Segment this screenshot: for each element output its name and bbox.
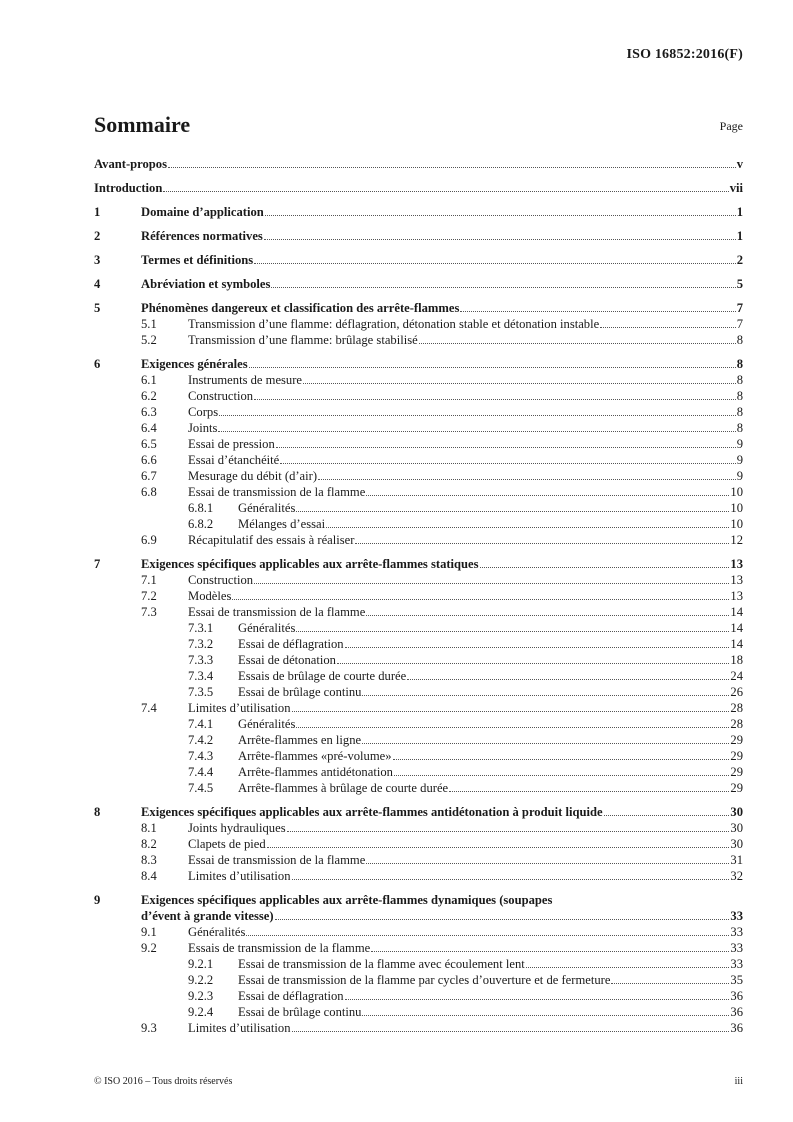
dot-leader xyxy=(407,679,729,680)
toc-entry-page: 29 xyxy=(730,733,743,747)
toc-entry-title: Généralités xyxy=(238,501,296,515)
toc-entry[interactable] xyxy=(94,956,743,972)
dot-leader xyxy=(246,935,729,936)
dot-leader xyxy=(345,999,730,1000)
toc-entry-title: Essai de pression xyxy=(188,437,275,451)
toc-entry[interactable] xyxy=(94,500,743,516)
toc-entry-page: 35 xyxy=(730,973,743,987)
toc-entry-page: 7 xyxy=(736,317,743,331)
toc-entry-page: 28 xyxy=(730,717,743,731)
dot-leader xyxy=(371,951,729,952)
toc-entry-number: 6.4 xyxy=(141,421,157,435)
toc-entry-title: Abréviation et symboles xyxy=(141,277,271,291)
toc-entry-number: 9.3 xyxy=(141,1021,157,1035)
toc-entry[interactable] xyxy=(94,804,743,820)
toc-entry[interactable] xyxy=(94,732,743,748)
toc-entry-page: 8 xyxy=(736,389,743,403)
toc-entry-number: 7.4.3 xyxy=(188,749,214,763)
toc-entry[interactable] xyxy=(94,588,743,604)
toc-entry-title: Généralités xyxy=(188,925,246,939)
toc-entry-number: 6.3 xyxy=(141,405,157,419)
toc-entry[interactable] xyxy=(94,748,743,764)
dot-leader xyxy=(366,615,729,616)
toc-entry-number: 6.2 xyxy=(141,389,157,403)
toc-entry-page: 26 xyxy=(730,685,743,699)
toc-entry-page: 9 xyxy=(736,453,743,467)
toc-entry-number: 7.3.2 xyxy=(188,637,214,651)
toc-entry-page: 31 xyxy=(730,853,743,867)
toc-entry-page: 24 xyxy=(730,669,743,683)
toc-entry[interactable] xyxy=(94,436,743,452)
toc-entry-title: Joints xyxy=(188,421,218,435)
toc-entry[interactable] xyxy=(94,764,743,780)
toc-entry-title: Joints hydrauliques xyxy=(188,821,286,835)
toc-entry[interactable] xyxy=(94,836,743,852)
dot-leader xyxy=(296,727,729,728)
dot-leader xyxy=(292,879,730,880)
dot-leader xyxy=(254,263,736,264)
toc-entry[interactable] xyxy=(94,820,743,836)
toc-entry-page: 10 xyxy=(730,501,743,515)
toc-entry-number: 7.4.5 xyxy=(188,781,214,795)
toc-entry-number: 6.5 xyxy=(141,437,157,451)
toc-entry-page: 29 xyxy=(730,749,743,763)
toc-entry-number: 6.9 xyxy=(141,533,157,547)
toc-entry-number: 3 xyxy=(94,253,101,267)
toc-entry-number: 6.6 xyxy=(141,453,157,467)
dot-leader xyxy=(362,695,729,696)
toc-entry[interactable] xyxy=(94,300,743,316)
toc-entry[interactable] xyxy=(94,620,743,636)
dot-leader xyxy=(362,1015,729,1016)
dot-leader xyxy=(292,1031,730,1032)
toc-entry-page: 13 xyxy=(730,573,743,587)
dot-leader xyxy=(163,191,728,192)
toc-entry-number: 7.4.2 xyxy=(188,733,214,747)
toc-entry[interactable] xyxy=(94,276,743,292)
dot-leader xyxy=(362,743,729,744)
toc-entry[interactable] xyxy=(94,556,743,572)
toc-entry[interactable] xyxy=(94,668,743,684)
toc-entry-number: 8.3 xyxy=(141,853,157,867)
toc-entry-number: 8.4 xyxy=(141,869,157,883)
toc-entry[interactable] xyxy=(94,572,743,588)
toc-entry[interactable] xyxy=(94,404,743,420)
toc-entry-title: Arrête-flammes à brûlage de courte durée xyxy=(238,781,449,795)
toc-entry-page: 8 xyxy=(736,421,743,435)
toc-entry-title: Essai d’étanchéité xyxy=(188,453,280,467)
toc-entry-page: 29 xyxy=(730,765,743,779)
toc-entry[interactable] xyxy=(94,636,743,652)
toc-entry[interactable] xyxy=(94,988,743,1004)
toc-entry-page: 36 xyxy=(730,989,743,1003)
dot-leader xyxy=(611,983,729,984)
toc-entry[interactable] xyxy=(94,972,743,988)
toc-entry-number: 8 xyxy=(94,805,101,819)
toc-entry[interactable] xyxy=(94,156,743,172)
toc-entry-title: Corps xyxy=(188,405,219,419)
toc-entry[interactable] xyxy=(94,532,743,548)
toc-entry-title: Transmission d’une flamme: déflagration, détonation stable et détonation instable xyxy=(188,317,600,331)
toc-entry-page: 1 xyxy=(736,205,743,219)
toc-entry[interactable] xyxy=(94,700,743,716)
toc-entry-page: 30 xyxy=(730,821,743,835)
toc-entry-number: 7.2 xyxy=(141,589,157,603)
dot-leader xyxy=(218,431,735,432)
toc-entry-title: Récapitulatif des essais à réaliser xyxy=(188,533,355,547)
toc-entry-page: 33 xyxy=(730,941,743,955)
toc-entry-title: Phénomènes dangereux et classification des arrête-flammes xyxy=(141,301,460,315)
toc-entry-page: 30 xyxy=(730,805,743,819)
toc-entry[interactable] xyxy=(94,372,743,388)
toc-entry-title: Avant-propos xyxy=(94,157,168,171)
toc-entry[interactable] xyxy=(94,180,743,196)
dot-leader xyxy=(303,383,736,384)
toc-entry-page: 33 xyxy=(730,925,743,939)
toc-entry[interactable] xyxy=(94,484,743,500)
toc-entry-title: Essai de détonation xyxy=(238,653,336,667)
toc-entry-number: 8.1 xyxy=(141,821,157,835)
dot-leader xyxy=(318,479,736,480)
toc-entry-page: 9 xyxy=(736,469,743,483)
toc-entry-title: Termes et définitions xyxy=(141,253,254,267)
toc-entry-page: 33 xyxy=(730,957,743,971)
toc-entry-title: Limites d’utilisation xyxy=(188,1021,291,1035)
dot-leader xyxy=(264,239,736,240)
toc-entry-page: vii xyxy=(729,181,743,195)
dot-leader xyxy=(267,847,730,848)
toc-entry-title: Essai de transmission de la flamme xyxy=(188,605,366,619)
toc-entry-title: Introduction xyxy=(94,181,163,195)
toc-entry-page: 14 xyxy=(730,637,743,651)
toc-entry-page: 33 xyxy=(730,909,743,923)
toc-entry-page: 36 xyxy=(730,1021,743,1035)
dot-leader xyxy=(604,815,730,816)
toc-entry-page: 30 xyxy=(730,837,743,851)
toc-entry-title: Exigences spécifiques applicables aux arrête-flammes antidétonation à produit liquide xyxy=(141,805,603,819)
toc-entry[interactable] xyxy=(94,468,743,484)
toc-entry-number: 6 xyxy=(94,357,101,371)
toc-entry-number: 7.4 xyxy=(141,701,157,715)
toc-entry[interactable] xyxy=(94,604,743,620)
toc-entry-number: 6.8.2 xyxy=(188,517,214,531)
dot-leader xyxy=(460,311,735,312)
toc-entry-number: 9.2.3 xyxy=(188,989,214,1003)
toc-entry-title: Arrête-flammes en ligne xyxy=(238,733,362,747)
toc-entry[interactable] xyxy=(94,716,743,732)
toc-entry-title: Transmission d’une flamme: brûlage stabilisé xyxy=(188,333,418,347)
toc-entry-number: 5.2 xyxy=(141,333,157,347)
toc-entry-number: 9.1 xyxy=(141,925,157,939)
toc-entry-title: Construction xyxy=(188,389,254,403)
toc-entry-title: Références normatives xyxy=(141,229,263,243)
toc-entry[interactable] xyxy=(94,228,743,244)
toc-entry-number: 7.1 xyxy=(141,573,157,587)
toc-entry-page: 13 xyxy=(730,557,743,571)
toc-entry-number: 7.3.4 xyxy=(188,669,214,683)
toc-entry-page: 29 xyxy=(730,781,743,795)
toc-entry[interactable] xyxy=(94,316,743,332)
toc-entry[interactable] xyxy=(94,452,743,468)
toc-entry[interactable] xyxy=(94,908,743,924)
dot-leader xyxy=(276,447,736,448)
toc-entry-page: 10 xyxy=(730,517,743,531)
toc-entry-page: 8 xyxy=(736,373,743,387)
toc-entry-title: Généralités xyxy=(238,717,296,731)
toc-entry[interactable] xyxy=(94,892,743,908)
toc-entry-number: 4 xyxy=(94,277,101,291)
page-column-label: Page xyxy=(719,119,743,133)
toc-entry-page: 10 xyxy=(730,485,743,499)
toc-entry-title: Généralités xyxy=(238,621,296,635)
toc-entry-title: Essai de transmission de la flamme par cycles d’ouverture et de fermeture xyxy=(238,973,611,987)
dot-leader xyxy=(355,543,729,544)
toc-entry-number: 8.2 xyxy=(141,837,157,851)
toc-entry[interactable] xyxy=(94,780,743,796)
table-of-contents xyxy=(94,156,743,1036)
dot-leader xyxy=(292,711,730,712)
toc-entry-number: 7.3.5 xyxy=(188,685,214,699)
document-id: ISO 16852:2016(F) xyxy=(626,47,743,62)
dot-leader xyxy=(296,631,729,632)
dot-leader xyxy=(249,367,736,368)
dot-leader xyxy=(254,583,729,584)
toc-entry-number: 7.3.3 xyxy=(188,653,214,667)
toc-entry-title: Exigences spécifiques applicables aux arrête-flammes statiques xyxy=(141,557,479,571)
dot-leader xyxy=(394,775,729,776)
dot-leader xyxy=(168,167,736,168)
toc-entry-number: 6.8.1 xyxy=(188,501,214,515)
toc-entry-page: v xyxy=(736,157,743,171)
toc-entry-page: 12 xyxy=(730,533,743,547)
toc-entry-title: Essais de transmission de la flamme xyxy=(188,941,371,955)
toc-entry-page: 14 xyxy=(730,605,743,619)
toc-title: Sommaire xyxy=(94,112,191,137)
toc-entry-number: 1 xyxy=(94,205,101,219)
toc-entry[interactable] xyxy=(94,924,743,940)
toc-entry[interactable] xyxy=(94,868,743,884)
toc-entry-number: 7 xyxy=(94,557,101,571)
dot-leader xyxy=(393,759,730,760)
dot-leader xyxy=(296,511,729,512)
toc-entry-number: 9.2 xyxy=(141,941,157,955)
footer-page-number: iii xyxy=(734,1076,743,1087)
toc-entry[interactable] xyxy=(94,684,743,700)
toc-entry-title: Arrête-flammes «pré-volume» xyxy=(238,749,392,763)
toc-entry-page: 13 xyxy=(730,589,743,603)
toc-entry-number: 6.8 xyxy=(141,485,157,499)
toc-entry-title: Essai de déflagration xyxy=(238,637,344,651)
toc-entry-title: Limites d’utilisation xyxy=(188,869,291,883)
toc-entry-title: Limites d’utilisation xyxy=(188,701,291,715)
toc-entry-title: Domaine d’application xyxy=(141,205,264,219)
dot-leader xyxy=(287,831,730,832)
toc-entry-title: Construction xyxy=(188,573,254,587)
toc-entry[interactable] xyxy=(94,1020,743,1036)
toc-entry[interactable] xyxy=(94,356,743,372)
toc-entry-number: 2 xyxy=(94,229,101,243)
toc-entry-number: 9.2.1 xyxy=(188,957,214,971)
dot-leader xyxy=(265,215,736,216)
dot-leader xyxy=(526,967,730,968)
toc-entry-number: 7.3 xyxy=(141,605,157,619)
toc-entry-number: 5.1 xyxy=(141,317,157,331)
toc-entry-page: 9 xyxy=(736,437,743,451)
toc-entry-page: 8 xyxy=(736,405,743,419)
toc-entry[interactable] xyxy=(94,420,743,436)
toc-entry-number: 9.2.2 xyxy=(188,973,214,987)
toc-entry-number: 6.7 xyxy=(141,469,157,483)
dot-leader xyxy=(337,663,729,664)
toc-entry-title: Exigences générales xyxy=(141,357,248,371)
dot-leader xyxy=(232,599,729,600)
dot-leader xyxy=(275,919,730,920)
toc-entry-page: 8 xyxy=(736,333,743,347)
toc-entry[interactable] xyxy=(94,852,743,868)
dot-leader xyxy=(366,863,729,864)
toc-entry[interactable] xyxy=(94,332,743,348)
toc-entry-number: 6.1 xyxy=(141,373,157,387)
footer-copyright: © ISO 2016 – Tous droits réservés xyxy=(94,1076,233,1087)
dot-leader xyxy=(480,567,730,568)
toc-entry-page: 7 xyxy=(736,301,743,315)
toc-entry-title: Essai de transmission de la flamme avec écoulement lent xyxy=(238,957,525,971)
toc-entry[interactable] xyxy=(94,252,743,268)
toc-entry-number: 7.3.1 xyxy=(188,621,214,635)
toc-entry-page: 2 xyxy=(736,253,743,267)
toc-entry-title: Instruments de mesure xyxy=(188,373,303,387)
toc-entry-title: Arrête-flammes antidétonation xyxy=(238,765,393,779)
toc-entry[interactable] xyxy=(94,652,743,668)
dot-leader xyxy=(219,415,736,416)
toc-entry-page: 8 xyxy=(736,357,743,371)
toc-entry-title: Clapets de pied xyxy=(188,837,266,851)
toc-entry[interactable] xyxy=(94,204,743,220)
toc-entry-title: Mesurage du débit (d’air) xyxy=(188,469,318,483)
toc-entry-number: 9 xyxy=(94,893,101,907)
dot-leader xyxy=(419,343,736,344)
toc-entry-number: 5 xyxy=(94,301,101,315)
toc-entry[interactable] xyxy=(94,516,743,532)
dot-leader xyxy=(271,287,735,288)
toc-entry-number: 9.2.4 xyxy=(188,1005,214,1019)
toc-entry-page: 18 xyxy=(730,653,743,667)
toc-entry-page: 28 xyxy=(730,701,743,715)
toc-entry-page: 36 xyxy=(730,1005,743,1019)
dot-leader xyxy=(280,463,735,464)
toc-entry-title: d’évent à grande vitesse) xyxy=(141,909,274,923)
toc-entry-page: 32 xyxy=(730,869,743,883)
dot-leader xyxy=(254,399,736,400)
dot-leader xyxy=(345,647,730,648)
toc-entry[interactable] xyxy=(94,388,743,404)
toc-entry-page: 14 xyxy=(730,621,743,635)
dot-leader xyxy=(366,495,729,496)
toc-entry-title: Essai de brûlage continu xyxy=(238,1005,362,1019)
toc-entry[interactable] xyxy=(94,940,743,956)
toc-entry-title: Exigences spécifiques applicables aux arrête-flammes dynamiques (soupapes xyxy=(141,893,553,907)
toc-entry-title: Mélanges d’essai xyxy=(238,517,326,531)
toc-entry-page: 5 xyxy=(736,277,743,291)
toc-entry-number: 7.4.4 xyxy=(188,765,214,779)
toc-entry-title: Essai de déflagration xyxy=(238,989,344,1003)
toc-entry-page: 1 xyxy=(736,229,743,243)
dot-leader xyxy=(600,327,736,328)
toc-entry-title: Essai de transmission de la flamme xyxy=(188,485,366,499)
toc-entry-title: Essai de transmission de la flamme xyxy=(188,853,366,867)
toc-entry-number: 7.4.1 xyxy=(188,717,214,731)
toc-entry-title: Modèles xyxy=(188,589,232,603)
toc-entry-title: Essai de brûlage continu xyxy=(238,685,362,699)
dot-leader xyxy=(326,527,729,528)
dot-leader xyxy=(449,791,729,792)
toc-entry[interactable] xyxy=(94,1004,743,1020)
toc-entry-title: Essais de brûlage de courte durée xyxy=(238,669,407,683)
